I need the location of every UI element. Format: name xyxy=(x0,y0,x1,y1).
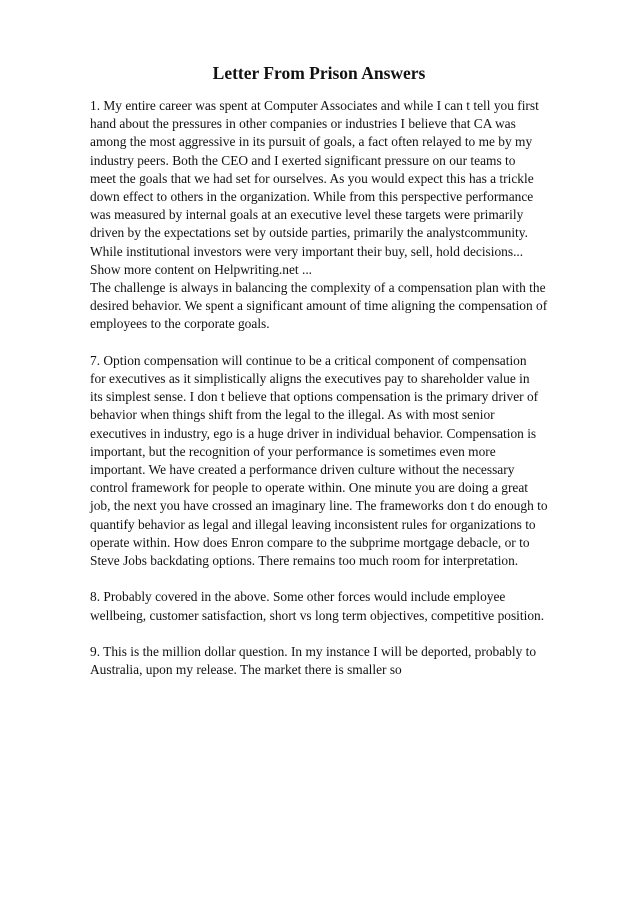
text-line: job, the next you have crossed an imaginary line. The frameworks don t do enough to xyxy=(90,498,548,514)
text-line: industry peers. Both the CEO and I exerted significant pressure on our teams to xyxy=(90,152,516,168)
text-line: Australia, upon my release. The market there is smaller so xyxy=(90,662,402,678)
text-line: for executives as it simplistically aligns the executives pay to shareholder value in xyxy=(90,371,530,387)
paragraph-9 xyxy=(90,643,595,679)
text-line: While institutional investors were very important their buy, sell, hold decisions... xyxy=(90,243,524,259)
text-line: was measured by internal goals at an executive level these targets were primarily xyxy=(90,207,524,223)
text-line: Steve Jobs backdating options. There remains too much room for interpretation. xyxy=(90,553,519,569)
text-line: behavior when things shift from the legal to the illegal. As with most senior xyxy=(90,407,495,423)
text-line: executives in industry, ego is a huge driver in individual behavior. Compensation is xyxy=(90,425,537,441)
text-line: 7. Option compensation will continue to be a critical component of compensation xyxy=(90,352,527,368)
text-line: 9. This is the million dollar question. In my instance I will be deported, probably to xyxy=(90,644,537,660)
text-line: operate within. How does Enron compare to the subprime mortgage debacle, or to xyxy=(90,534,530,550)
text-line: its simplest sense. I don t believe that options compensation is the primary driver of xyxy=(90,389,539,405)
text-line: control framework for people to operate within. One minute you are doing a great xyxy=(90,480,529,496)
text-line: important. We have created a performance driven culture without the necessary xyxy=(90,462,515,478)
paragraph-spacer xyxy=(90,570,595,588)
text-line: desired behavior. We spent a significant amount of time aligning the compensation of xyxy=(90,298,548,314)
document-body xyxy=(90,97,595,679)
paragraph-spacer xyxy=(90,334,595,352)
text-line: important, but the recognition of your performance is sometimes even more xyxy=(90,443,496,459)
text-line: meet the goals that we had set for ourselves. As you would expect this has a trickle xyxy=(90,170,534,186)
text-line: driven by the expectations set by outside parties, primarily the analystcommunity. xyxy=(90,225,528,241)
show-more-link: Show more content on Helpwriting.net ... xyxy=(90,261,313,277)
paragraph-1 xyxy=(90,97,595,334)
text-line: quantify behavior as legal and illegal leaving inconsistent rules for organizations to xyxy=(90,516,536,532)
text-line: employees to the corporate goals. xyxy=(90,316,270,332)
text-line: hand about the pressures in other companies or industries I believe that CA was xyxy=(90,116,516,132)
text-line: 1. My entire career was spent at Computer Associates and while I can t tell you first xyxy=(90,98,539,113)
text-line: wellbeing, customer satisfaction, short vs long term objectives, competitive position. xyxy=(90,607,545,623)
page-title: Letter From Prison Answers xyxy=(212,63,426,83)
paragraph-7 xyxy=(90,352,595,570)
paragraph-spacer xyxy=(90,625,595,643)
text-line: among the most aggressive in its pursuit of goals, a fact often relayed to me by my xyxy=(90,134,533,150)
text-line: The challenge is always in balancing the complexity of a compensation plan with the xyxy=(90,280,546,296)
text-line: 8. Probably covered in the above. Some other forces would include employee xyxy=(90,589,506,605)
paragraph-8 xyxy=(90,588,595,624)
text-line: down effect to others in the organization. While from this perspective performance xyxy=(90,189,534,205)
